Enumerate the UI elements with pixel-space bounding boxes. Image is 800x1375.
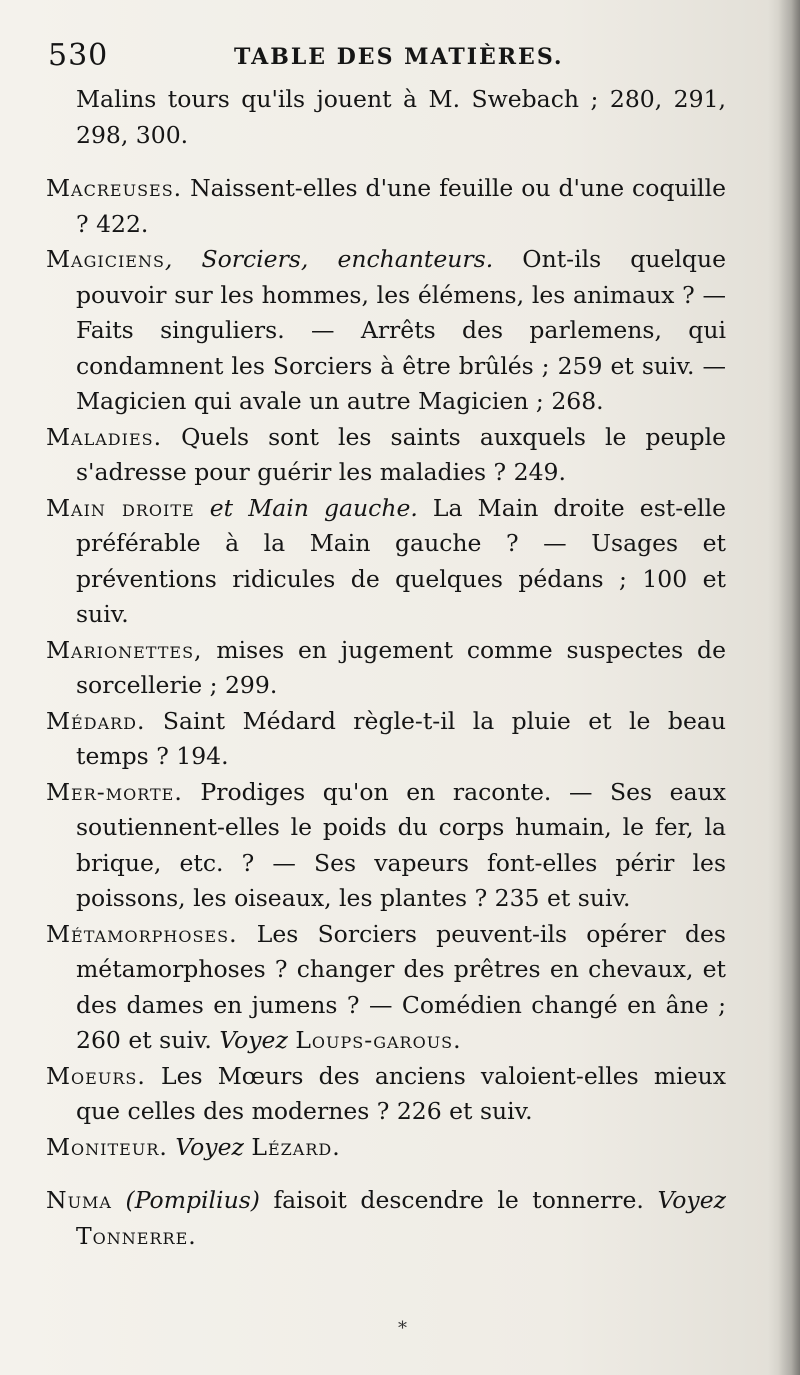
index-text <box>46 82 726 1254</box>
entry-heading: Numa <box>46 1186 112 1214</box>
entry-heading: Moeurs. <box>46 1061 146 1090</box>
entry-italic-text: (Pompilius) <box>111 1186 260 1214</box>
entry-heading: Mer-morte. <box>46 777 183 806</box>
see-label: Voyez <box>219 1026 288 1054</box>
entry-heading: Médard. <box>46 706 146 735</box>
index-entry-marionettes <box>46 633 726 704</box>
entry-text: Naissent-elles d'une feuille ou d'une coquille ? 422. <box>76 174 726 238</box>
entry-heading: Moniteur. <box>46 1132 168 1161</box>
footer-mark: * <box>398 1318 407 1339</box>
entry-text: Ont-ils quelque pouvoir sur les hommes, les élémens, les animaux ? — Faits singuliers. — Arrêts des parlemens, qui condamnent les Sorciers à être brûlés ; 259 et suiv. — Magicien qui avale un autre Magicien ; 268. <box>76 245 726 415</box>
see-label: Voyez <box>657 1186 726 1214</box>
entry-text: Les Sorciers peuvent-ils opérer des métamorphoses ? changer des prêtres en chevaux, et des dames en jumens ? — Comédien changé en âne ; 260 et suiv. <box>76 919 726 1054</box>
entry-text: Quels sont les saints auxquels le peuple s'adresse pour guérir les maladies ? 249. <box>76 422 726 486</box>
entry-heading: Marionettes, <box>46 635 203 664</box>
entry-heading: Magiciens <box>46 245 165 273</box>
entry-text: Les Mœurs des anciens valoient-elles mieux que celles des modernes ? 226 et suiv. <box>76 1061 726 1125</box>
index-entry-numa <box>46 1183 726 1254</box>
entry-italic-text: , Sorciers, enchanteurs. <box>164 245 494 273</box>
cross-reference-link[interactable]: Lézard. <box>251 1132 341 1161</box>
running-head: TABLE DES MATIÈRES. <box>234 44 564 70</box>
page-edge-shadow <box>778 0 800 1375</box>
entry-text: La Main droite est-elle préférable à la Main gauche ? — Usages et préventions ridicules de quelques pédans ; 100 et suiv. <box>76 493 726 628</box>
index-entry-moniteur <box>46 1130 726 1166</box>
cross-reference-link[interactable]: Loups-garous. <box>295 1026 462 1054</box>
page-header <box>48 38 748 78</box>
page-number: 530 <box>48 38 109 73</box>
entry-text: faisoit descendre le tonnerre. <box>259 1186 644 1214</box>
entry-heading: Maladies. <box>46 422 163 451</box>
entry-heading: Macreuses. <box>46 174 183 202</box>
entry-text: Malins tours qu'ils jouent à M. Swebach ; 280, 291, 298, 300. <box>76 85 726 149</box>
index-entry-continuation <box>46 82 726 153</box>
index-entry-moeurs <box>46 1059 726 1130</box>
index-entry-maladies <box>46 420 726 491</box>
index-entry-main-droite <box>46 491 726 633</box>
entry-text: mises en jugement comme suspectes de sorcellerie ; 299. <box>76 635 726 699</box>
see-label: Voyez <box>175 1132 244 1161</box>
entry-heading: Métamorphoses. <box>46 919 238 948</box>
index-entry-metamorphoses <box>46 917 726 1059</box>
index-entry-macreuses <box>46 171 726 242</box>
index-entry-medard <box>46 704 726 775</box>
entry-italic-text: et Main gauche. <box>194 493 418 522</box>
cross-reference-link[interactable]: Tonnerre. <box>76 1221 197 1250</box>
entry-heading: Main droite <box>46 493 195 522</box>
index-entry-mer-morte <box>46 775 726 917</box>
entry-text: Saint Médard règle-t-il la pluie et le beau temps ? 194. <box>76 706 726 770</box>
index-entry-magiciens <box>46 242 726 420</box>
entry-text: Prodiges qu'on en raconte. — Ses eaux soutiennent-elles le poids du corps humain, le fer, la brique, etc. ? — Ses vapeurs font-elles périr les poissons, les oiseaux, les plantes ? 235 et suiv. <box>76 777 726 912</box>
